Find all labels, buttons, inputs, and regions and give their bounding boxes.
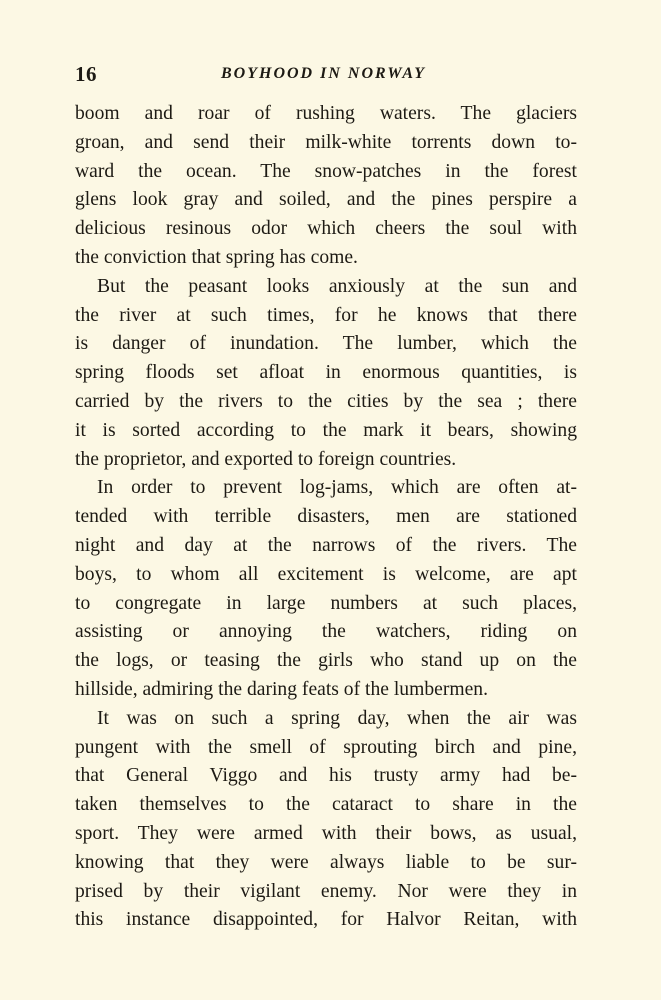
text-line: it is sorted according to the mark it bears, showing — [75, 419, 577, 441]
text-line: the conviction that spring has come. — [75, 246, 358, 268]
text-line: groan, and send their milk-white torrents down to- — [75, 131, 577, 153]
text-line: to congregate in large numbers at such places, — [75, 592, 577, 614]
text-line: hillside, admiring the daring feats of the lumbermen. — [75, 678, 488, 700]
text-line: ward the ocean. The snow-patches in the forest — [75, 160, 577, 182]
text-line: boys, to whom all excitement is welcome, are apt — [75, 563, 577, 585]
text-line: taken themselves to the cataract to share in the — [75, 794, 577, 816]
text-line: spring floods set afloat in enormous quantities, is — [75, 362, 577, 384]
text-line: knowing that they were always liable to be sur- — [75, 851, 577, 873]
page-header — [75, 62, 587, 86]
text-line: pungent with the smell of sprouting birch and pine, — [75, 736, 577, 758]
text-line: But the peasant looks anxiously at the sun and — [97, 275, 577, 297]
text-line: In order to prevent log-jams, which are often at- — [97, 477, 577, 499]
text-line: that General Viggo and his trusty army had be- — [75, 765, 577, 787]
text-line: the river at such times, for he knows that there — [75, 304, 577, 326]
text-line: night and day at the narrows of the rivers. The — [75, 534, 577, 556]
text-line: delicious resinous odor which cheers the soul with — [75, 218, 577, 240]
text-line: the proprietor, and exported to foreign countries. — [75, 448, 457, 470]
text-line: this instance disappointed, for Halvor Reitan, with — [75, 909, 577, 931]
text-line: carried by the rivers to the cities by the sea ; there — [75, 390, 577, 412]
text-line: boom and roar of rushing waters. The glaciers — [75, 103, 577, 124]
text-line: sport. They were armed with their bows, as usual, — [75, 822, 577, 844]
body-text — [75, 100, 577, 935]
text-line: the logs, or teasing the girls who stand up on the — [75, 650, 577, 672]
text-line: is danger of inundation. The lumber, which the — [75, 333, 577, 355]
page-number: 16 — [75, 62, 97, 86]
text-line: It was on such a spring day, when the air was — [97, 707, 577, 729]
running-title: BOYHOOD IN NORWAY — [221, 65, 426, 82]
text-line: tended with terrible disasters, men are stationed — [75, 506, 577, 528]
text-line: prised by their vigilant enemy. Nor were they in — [75, 880, 577, 902]
text-line: assisting or annoying the watchers, riding on — [75, 621, 577, 643]
text-line: glens look gray and soiled, and the pines perspire a — [75, 189, 577, 211]
